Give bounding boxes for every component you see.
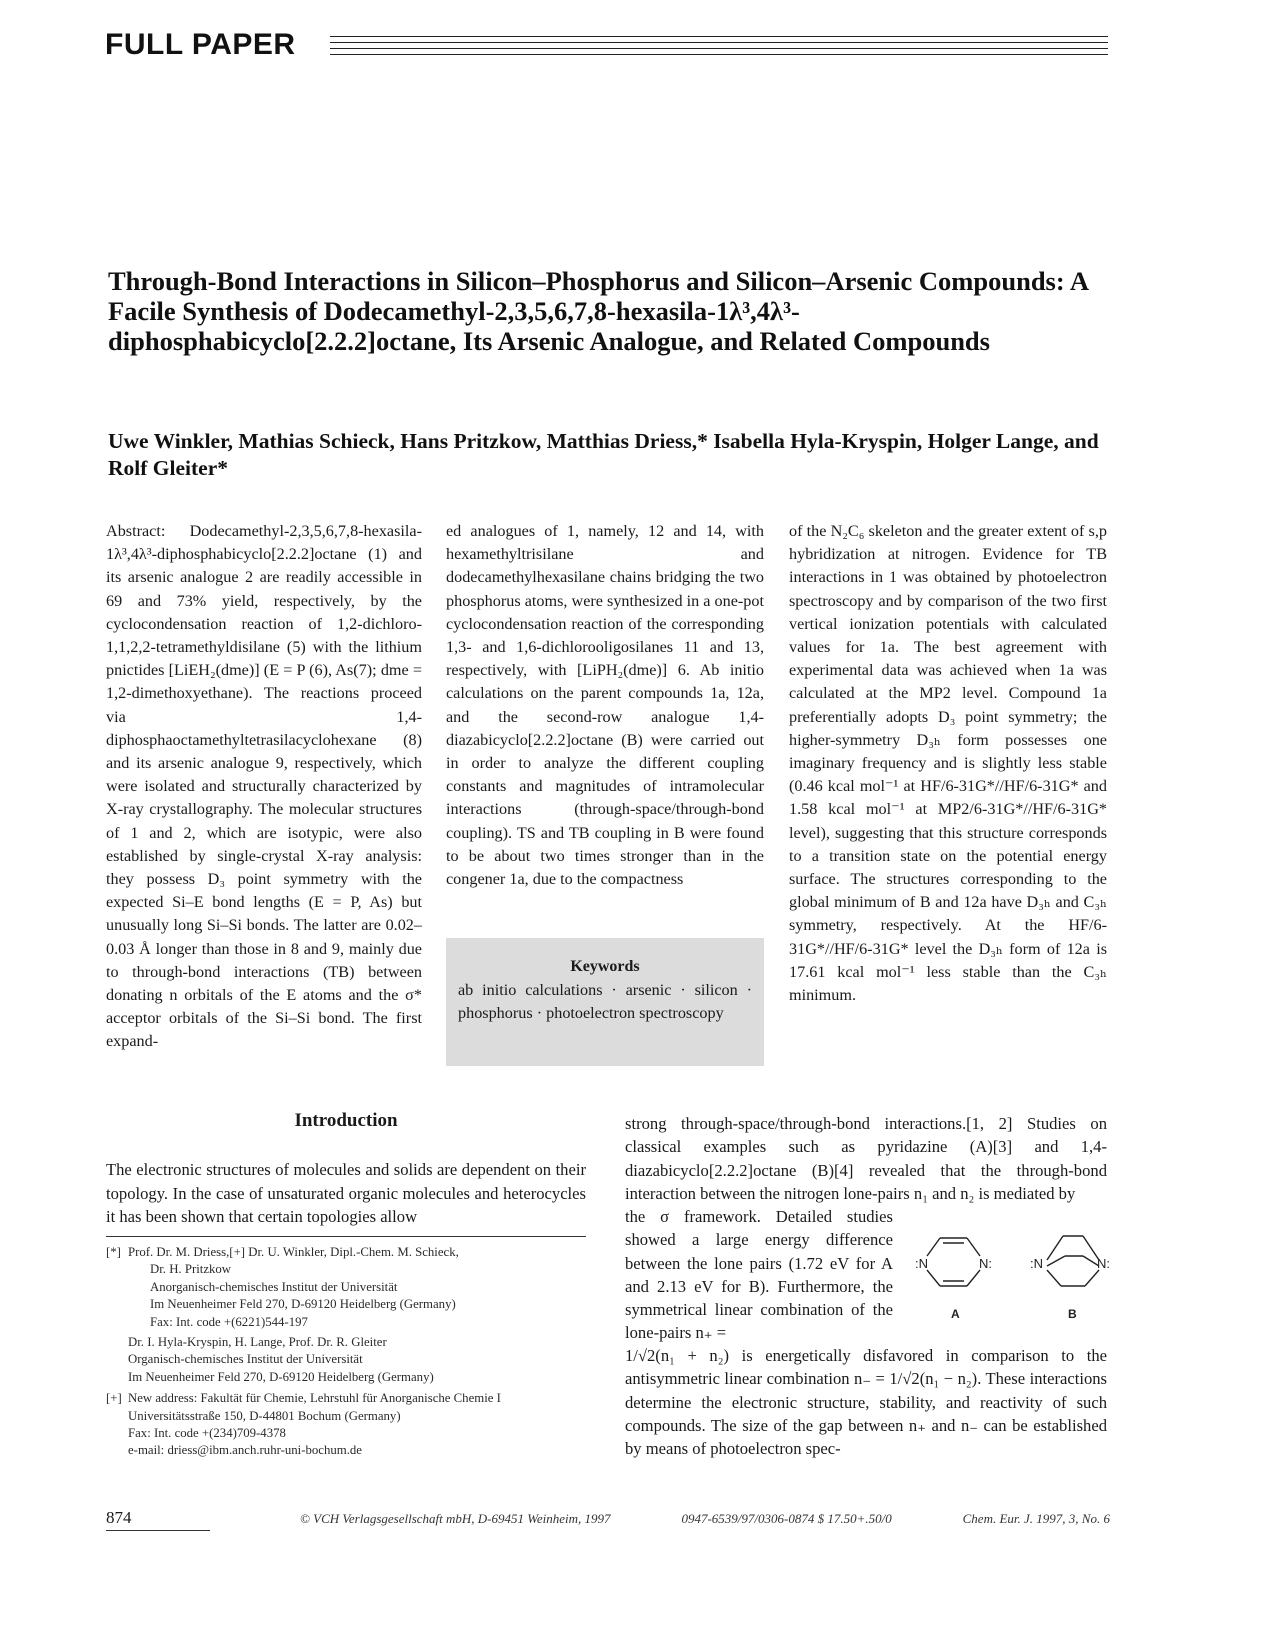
keywords-box bbox=[446, 938, 764, 1066]
footnote-divider bbox=[106, 1236, 586, 1237]
footnote-line: New address: Fakultät für Chemie, Lehrstuhl für Anorganische Chemie I bbox=[128, 1391, 501, 1406]
footnotes bbox=[106, 1244, 586, 1464]
footnote-line: Dr. I. Hyla-Kryspin, H. Lange, Prof. Dr. R. Gleiter bbox=[128, 1335, 387, 1350]
abstract-label: Abstract: bbox=[106, 522, 166, 540]
section-header: FULL PAPER bbox=[105, 28, 296, 61]
footnote-line: Fax: Int. code +(234)709-4378 bbox=[128, 1426, 286, 1441]
page-number-rule bbox=[106, 1530, 210, 1531]
structure-b-dabco bbox=[1047, 1236, 1099, 1286]
footnote-mark: [*] bbox=[106, 1245, 121, 1259]
author-list: Uwe Winkler, Mathias Schieck, Hans Pritzkow, Matthias Driess,* Isabella Hyla-Kryspin, Holger Lange, and Rolf Gleiter* bbox=[108, 429, 1099, 480]
footnote-line: Fax: Int. code +(6221)544-197 bbox=[150, 1314, 308, 1329]
structure-a-pyridazine bbox=[927, 1238, 980, 1286]
keywords-title: Keywords bbox=[570, 958, 640, 975]
footnote-corresponding bbox=[106, 1244, 586, 1386]
structure-a-n-left: :N bbox=[915, 1256, 928, 1271]
footnote-line: Universitätsstraße 150, D-44801 Bochum (Germany) bbox=[128, 1408, 401, 1423]
issn-line: 0947-6539/97/0306-0874 $ 17.50+.50/0 bbox=[681, 1511, 892, 1526]
abstract-middle-text: ed analogues of 1, namely, 12 and 14, with hexamethyltrisilane and dodecamethylhexasilane chains bridging the two phosphorus atoms, were synthesized in a one-pot cyclocondensation reaction of the corresponding 1,3- and 1,6-dichlorooligosilanes 11 and 13, respectively, with [LiPH₂(dme)] 6. Ab initio calculations on the parent compounds 1a, 12a, and the second-row analogue 1,4-diazabicyclo[2.2.2]octane (B) were carried out in order to analyze the different coupling constants and magnitudes of intramolecular interactions (through-space/through-bond coupling). TS and TB coupling in B were found to be about two times stronger than in the congener 1a, due to the compactness bbox=[446, 522, 764, 889]
footnote-line: Im Neuenheimer Feld 270, D-69120 Heidelberg (Germany) bbox=[128, 1369, 434, 1384]
footnote-line: Prof. Dr. M. Driess,[+] Dr. U. Winkler, Dipl.-Chem. M. Schieck, bbox=[128, 1245, 459, 1259]
journal-citation: Chem. Eur. J. 1997, 3, No. 6 bbox=[962, 1511, 1110, 1526]
abstract-text: Dodecamethyl-2,3,5,6,7,8-hexasila-1λ³,4λ³-diphosphabicyclo[2.2.2]octane (1) and its arsenic analogue 2 are readily accessible in 69 and 73% yield, respectively, by the cyclocondensation reaction of 1,2-dichloro-1,1,2,2-tetramethyldisilane (5) with the lithium pnictides [LiEH₂(dme)] (E = P (6), As(7); dme = 1,2-dimethoxyethane). The reactions proceed via 1,4-diphosphaoctamethyltetrasilacyclohexane (8) and its arsenic analogue 9, respectively, which were isolated and structurally characterized by X-ray crystallography. The molecular structures of 1 and 2, which are isotypic, were also established by single-crystal X-ray analysis: they possess D₃ point symmetry with the expected Si–E bond lengths (E = P, As) but unusually long Si–Si bonds. The latter are 0.02–0.03 Å longer than those in 8 and 9, mainly due to through-bond interactions (TB) between donating n orbitals of the E atoms and the σ* acceptor orbitals of the Si–Si bond. The first expand- bbox=[106, 522, 422, 1051]
page-number: 874 bbox=[106, 1508, 132, 1527]
publisher-line: © VCH Verlagsgesellschaft mbH, D-69451 Weinheim, 1997 bbox=[300, 1511, 611, 1526]
footnote-new-address bbox=[106, 1390, 586, 1460]
structure-a-label: A bbox=[951, 1307, 960, 1321]
introduction-right-continued-text: 1/√2(n₁ + n₂) is energetically disfavored in comparison to the antisymmetric linear combination n₋ = 1/√2(n₁ − n₂). These interactions determine the electronic structure, stability, and reactivity of such compounds. The size of the gap between n₊ and n₋ can be established by means of photoelectron spec- bbox=[625, 1346, 1107, 1459]
chemical-structures bbox=[905, 1226, 1115, 1326]
introduction-left-text: The electronic structures of molecules and solids are dependent on their topology. In the case of unsaturated organic molecules and heterocycles it has been shown that certain topologies allow bbox=[106, 1160, 586, 1226]
keywords-list: ab initio calculations · arsenic · silicon · phosphorus · photoelectron spectroscopy bbox=[458, 981, 752, 1023]
footnote-line: e-mail: driess@ibm.anch.ruhr-uni-bochum.de bbox=[128, 1443, 362, 1458]
paper-title: Through-Bond Interactions in Silicon–Phosphorus and Silicon–Arsenic Compounds: A Facile Synthesis of Dodecamethyl-2,3,5,6,7,8-hexasila-1λ³,4λ³-diphosphabicyclo[2.2.2]octane, Its Arsenic Analogue, and Related Compounds bbox=[108, 266, 1088, 356]
header-rules bbox=[330, 36, 1108, 64]
introduction-heading: Introduction bbox=[294, 1110, 398, 1131]
abstract-column bbox=[106, 520, 422, 1054]
abstract-column-right bbox=[789, 520, 1107, 1007]
structure-b-n-left: :N bbox=[1030, 1256, 1043, 1271]
footnote-line: Organisch-chemisches Institut der Universität bbox=[128, 1352, 363, 1367]
structure-a-n-right: N: bbox=[979, 1256, 992, 1271]
footnote-mark: [+] bbox=[106, 1391, 122, 1406]
structure-b-label: B bbox=[1068, 1307, 1077, 1321]
abstract-right-text: of the N₂C₆ skeleton and the greater extent of s,p hybridization at nitrogen. Evidence for TB interactions in 1 was obtained by photoelectron spectroscopy and by comparison of the two first vertical ionization potentials with calculated values for 1a. The best agreement with experimental data was achieved when 1a was calculated at the MP2 level. Compound 1a preferentially adopts D₃ point symmetry; the higher-symmetry D₃ₕ form possesses one imaginary frequency and is slightly less stable (0.46 kcal mol⁻¹ at HF/6-31G*//HF/6-31G* and 1.58 kcal mol⁻¹ at MP2/6-31G*//HF/6-31G* level), suggesting that this structure corresponds to a transition state on the potential energy surface. The structures corresponding to the global minimum of B and 12a have D₃ₕ and C₃ₕ symmetry, respectively. At the HF/6-31G*//HF/6-31G* level the D₃ₕ form of 12a is 17.61 kcal mol⁻¹ less stable than the C₃ₕ minimum. bbox=[789, 522, 1107, 1005]
footer-info bbox=[300, 1511, 1110, 1527]
introduction-right-narrow-text: the σ framework. Detailed studies showed a large energy difference between the lone pairs (1.72 eV for A and 2.13 eV for B). Furthermore, the symmetrical linear combination of the lone-pairs n₊ = bbox=[625, 1207, 893, 1343]
introduction-right-text: strong through-space/through-bond interactions.[1, 2] Studies on classical examples such as pyridazine (A)[3] and 1,4-diazabicyclo[2.2.2]octane (B)[4] revealed that the through-bond interaction between the nitrogen lone-pairs n₁ and n₂ is mediated by bbox=[625, 1114, 1107, 1203]
structure-b-n-right: N: bbox=[1097, 1256, 1110, 1271]
footnote-line: Dr. H. Pritzkow bbox=[150, 1262, 232, 1277]
footnote-line: Anorganisch-chemisches Institut der Universität bbox=[150, 1279, 398, 1294]
abstract-column-middle bbox=[446, 520, 764, 891]
footnote-line: Im Neuenheimer Feld 270, D-69120 Heidelberg (Germany) bbox=[150, 1297, 456, 1312]
